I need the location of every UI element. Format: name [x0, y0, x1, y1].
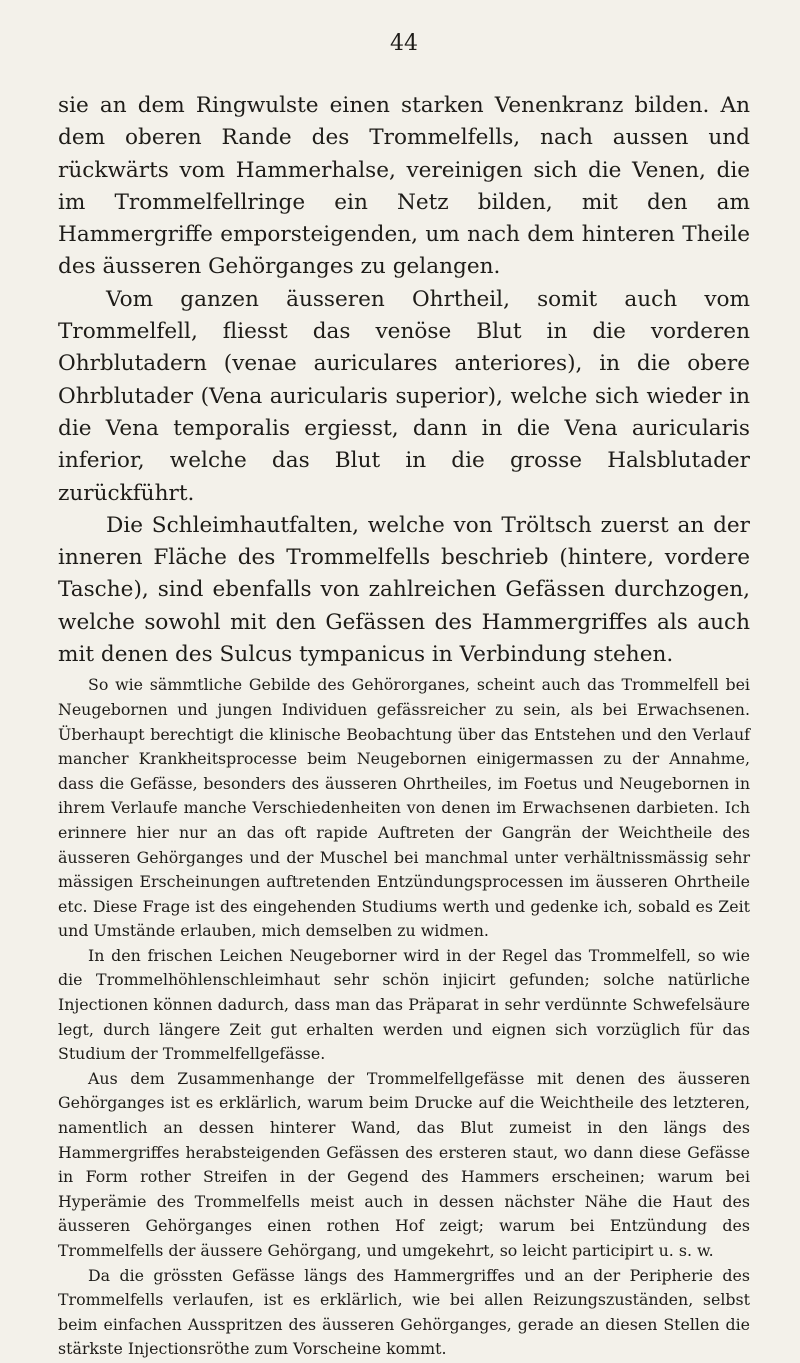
- note-paragraph: Da die grössten Gefässe längs des Hammergriffes und an der Peripherie des Trommelfells verlaufen, ist es erklärlich, wie bei allen Reizungszuständen, selbst beim einfachen Ausspritzen des äusseren Gehörganges, gerade an diesen Stellen die stärkste Injectionsröthe zum Vorscheine kommt.: [58, 1265, 750, 1359]
- page-number: 44: [390, 31, 418, 56]
- body-paragraph: Vom ganzen äusseren Ohrtheil, somit auch vom Trommelfell, fliesst das venöse Blut in die vorderen Ohrblutadern (venae auriculares anteriores), in die obere Ohrblutader (Vena auricularis superior), welche sich wieder in die Vena temporalis ergiesst, dann in die Vena auricularis inferior, welche das Blut in die grosse Halsblutader zurückführt.: [58, 286, 750, 506]
- note-paragraph: Aus dem Zusammenhange der Trommelfellgefässe mit denen des äusseren Gehörganges ist es erklärlich, warum beim Drucke auf die Weichtheile des letzteren, namentlich an dessen hinterer Wand, das Blut zumeist in den längs des Hammergriffes herabsteigenden Gefässen des ersteren staut, wo dann diese Gefässe in Form rother Streifen in der Gegend des Hammers erscheinen; warum bei Hyperämie des Trommelfells meist auch in dessen nächster Nähe die Haut des äusseren Gehörganges einen rothen Hof zeigt; warum bei Entzündung des Trommelfells der äussere Gehörgang, und umgekehrt, so leicht participirt u. s. w.: [58, 1068, 750, 1260]
- body-paragraph: Die Schleimhautfalten, welche von Tröltsch zuerst an der inneren Fläche des Trommelfells beschrieb (hintere, vordere Tasche), sind ebenfalls von zahlreichen Gefässen durchzogen, welche sowohl mit den Gefässen des Hammergriffes als auch mit denen des Sulcus tympanicus in Verbindung stehen.: [58, 512, 750, 668]
- body-paragraph: sie an dem Ringwulste einen starken Venenkranz bilden. An dem oberen Rande des Trommelfells, nach aussen und rückwärts vom Hammerhalse, vereinigen sich die Venen, die im Trommelfellringe ein Netz bilden, mit den am Hammergriffe emporsteigenden, um nach dem hinteren Theile des äusseren Gehörganges zu gelangen.: [58, 93, 750, 280]
- main-text: [58, 90, 750, 671]
- note-paragraph: In den frischen Leichen Neugeborner wird in der Regel das Trommelfell, so wie die Trommelhöhlenschleimhaut sehr schön injicirt gefunden; solche natürliche Injectionen können dadurch, dass man das Präparat in sehr verdünnte Schwefelsäure legt, durch längere Zeit gut erhalten werden und eignen sich vorzüglich für das Studium der Trommelfellgefässe.: [58, 945, 750, 1064]
- small-print-notes: [58, 673, 750, 1362]
- note-paragraph: So wie sämmtliche Gebilde des Gehörorganes, scheint auch das Trommelfell bei Neugebornen und jungen Individuen gefässreicher zu sein, als bei Erwachsenen. Überhaupt berechtigt die klinische Beobachtung über das Entstehen und den Verlauf mancher Krankheitsprocesse beim Neugebornen einigermassen zu der Annahme, dass die Gefässe, besonders des äusseren Ohrtheiles, im Foetus und Neugebornen in ihrem Verlaufe manche Verschiedenheiten von denen im Erwachsenen darbieten. Ich erinnere hier nur an das oft rapide Auftreten der Gangrän der Weichtheile des äusseren Gehörganges und der Muschel bei manchmal unter verhältnissmässig sehr mässigen Erscheinungen auftretenden Entzündungsprocessen im äusseren Ohrtheile etc. Diese Frage ist des eingehenden Studiums werth und gedenke ich, sobald es Zeit und Umstände erlauben, mich demselben zu widmen.: [58, 675, 750, 941]
